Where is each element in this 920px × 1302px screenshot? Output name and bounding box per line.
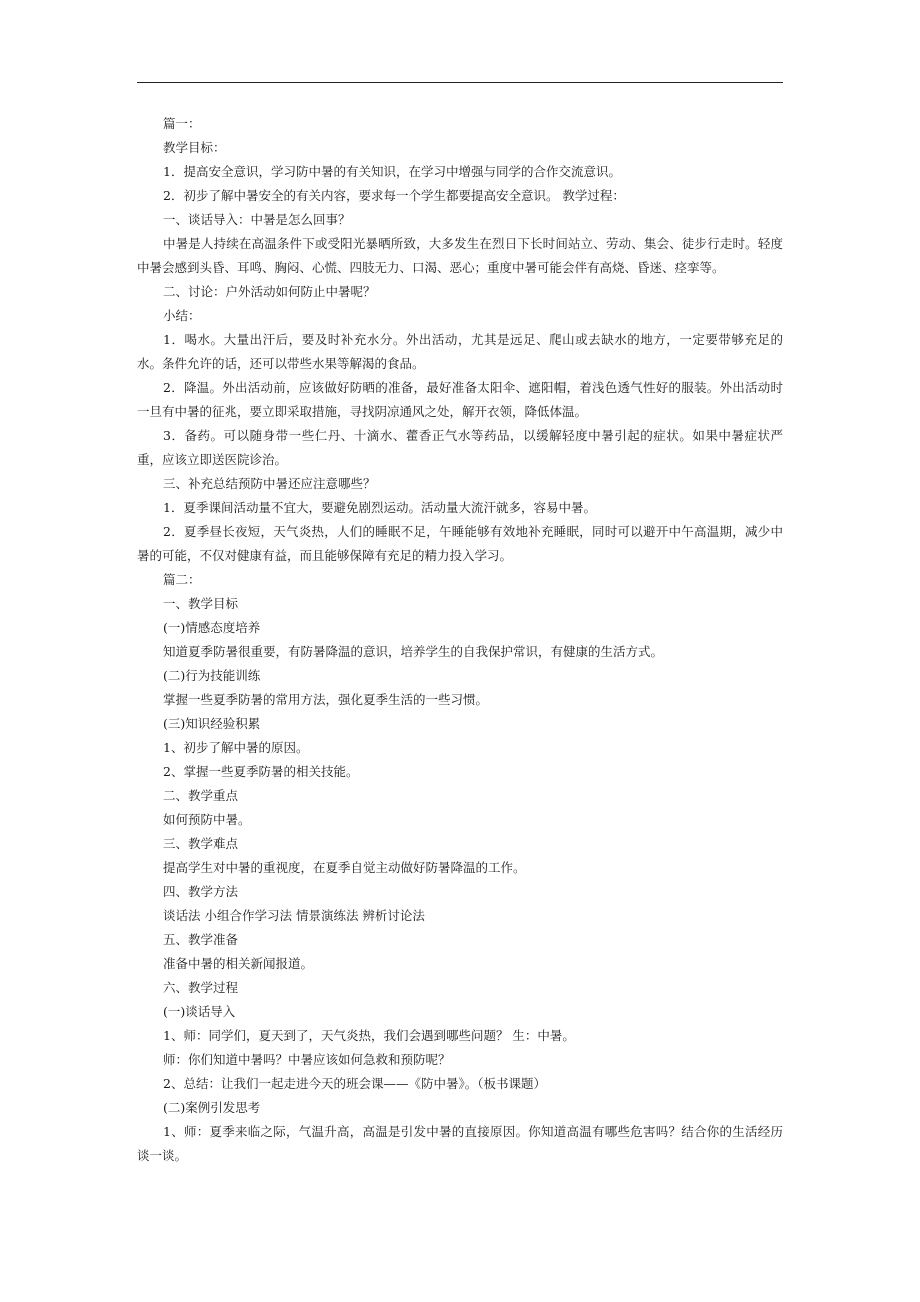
paragraph: 知道夏季防暑很重要，有防暑降温的意识，培养学生的自我保护常识，有健康的生活方式。: [163, 644, 664, 659]
paragraph: 一、谈话导入：中暑是怎么回事？: [163, 212, 351, 227]
paragraph: 谈话法 小组合作学习法 情景演练法 辨析讨论法: [163, 908, 425, 923]
paragraph: 3．备药。可以随身带一些仁丹、十滴水、藿香正气水等药品，以缓解轻度中暑引起的症状。如果中暑症状严重，应该立即送医院诊治。: [137, 428, 783, 467]
paragraph: 2．夏季昼长夜短，天气炎热，人们的睡眠不足，午睡能够有效地补充睡眠，同时可以避开中午高温期，减少中暑的可能，不仅对健康有益，而且能够保障有充足的精力投入学习。: [137, 524, 783, 563]
paragraph: (三)知识经验积累: [163, 716, 261, 731]
paragraph: 1、初步了解中暑的原因。: [163, 740, 309, 755]
paragraph: 提高学生对中暑的重视度，在夏季自觉主动做好防暑降温的工作。: [163, 860, 526, 875]
paragraph: 2．降温。外出活动前，应该做好防晒的准备，最好准备太阳伞、遮阳帽，着浅色透气性好的服装。外出活动时一旦有中暑的征兆，要立即采取措施，寻找阴凉通风之处，解开衣领，降低体温。: [137, 380, 783, 419]
header-rule: [137, 82, 783, 83]
paragraph: 教学目标：: [163, 140, 226, 155]
paragraph: 2．初步了解中暑安全的有关内容，要求每一个学生都要提高安全意识。 教学过程：: [163, 188, 625, 203]
paragraph: (二)案例引发思考: [163, 1100, 261, 1115]
paragraph: 六、教学过程: [163, 980, 239, 995]
paragraph: (一)情感态度培养: [163, 620, 261, 635]
paragraph: 四、教学方法: [163, 884, 239, 899]
paragraph: 五、教学准备: [163, 932, 239, 947]
paragraph: 2、总结：让我们一起走进今天的班会课——《防中暑》。（板书课题）: [163, 1076, 546, 1091]
paragraph: 篇一：: [163, 116, 201, 131]
paragraph: 一、教学目标: [163, 596, 239, 611]
document-body: [137, 112, 783, 1168]
paragraph: 1、师：夏季来临之际，气温升高，高温是引发中暑的直接原因。你知道高温有哪些危害吗？结合你的生活经历谈一谈。: [137, 1124, 783, 1163]
paragraph: 2、掌握一些夏季防暑的相关技能。: [163, 764, 359, 779]
paragraph: 1．夏季课间活动量不宜大，要避免剧烈运动。活动量大流汗就多，容易中暑。: [163, 500, 596, 515]
paragraph: 掌握一些夏季防暑的常用方法，强化夏季生活的一些习惯。: [163, 692, 489, 707]
paragraph: 1．提高安全意识，学习防中暑的有关知识，在学习中增强与同学的合作交流意识。: [163, 164, 621, 179]
paragraph: (二)行为技能训练: [163, 668, 261, 683]
paragraph: 篇二：: [163, 572, 201, 587]
paragraph: 二、讨论：户外活动如何防止中暑呢？: [163, 284, 376, 299]
paragraph: 小结：: [163, 308, 201, 323]
paragraph: 二、教学重点: [163, 788, 239, 803]
paragraph: 三、补充总结预防中暑还应注意哪些？: [163, 476, 376, 491]
paragraph: 三、教学难点: [163, 836, 239, 851]
paragraph: 中暑是人持续在高温条件下或受阳光暴晒所致，大多发生在烈日下长时间站立、劳动、集会、徒步行走时。轻度中暑会感到头昏、耳鸣、胸闷、心慌、四肢无力、口渴、恶心；重度中暑可能会伴有高烧、昏迷、痉挛等。: [137, 236, 783, 275]
paragraph: (一)谈话导入: [163, 1004, 236, 1019]
paragraph: 1、师：同学们，夏天到了，天气炎热，我们会遇到哪些问题？ 生：中暑。: [163, 1028, 575, 1043]
paragraph: 师：你们知道中暑吗？中暑应该如何急救和预防呢？: [163, 1052, 451, 1067]
paragraph: 准备中暑的相关新闻报道。: [163, 956, 314, 971]
paragraph: 如何预防中暑。: [163, 812, 251, 827]
paragraph: 1．喝水。大量出汗后，要及时补充水分。外出活动，尤其是远足、爬山或去缺水的地方，一定要带够充足的水。条件允许的话，还可以带些水果等解渴的食品。: [137, 332, 783, 371]
